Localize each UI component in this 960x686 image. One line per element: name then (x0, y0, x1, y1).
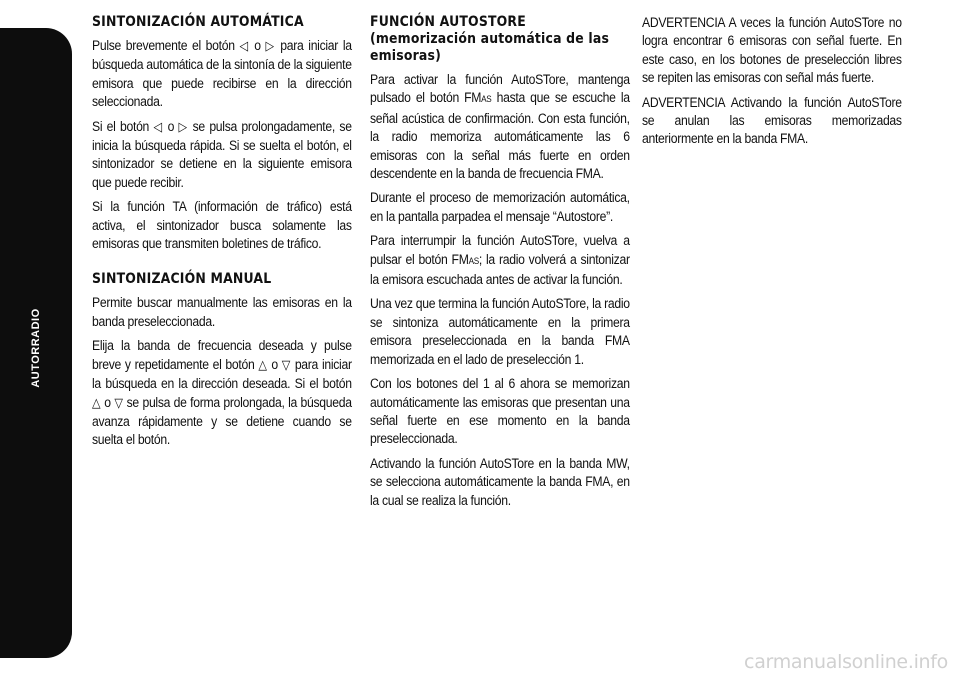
paragraph-autostore-mw: Activando la función AutoSTore en la banda MW, se selecciona automáticamente la banda FMA, en la cual se realiza la función. (370, 455, 630, 509)
heading-autostore: FUNCIÓN AUTOSTORE (memorización automática de las emisoras) (370, 14, 610, 64)
paragraph-long-press: Si el botón ◁ o ▷ se pulsa prolongadamente, se inicia la búsqueda rápida. Si se suelta el botón, el sintonizador se detiene en la siguiente emisora que puede recibir. (92, 118, 352, 191)
page-number: 270 (20, 664, 52, 685)
column-1 (92, 14, 352, 456)
heading-manual-tuning: SINTONIZACIÓN MANUAL (92, 271, 272, 288)
up-arrow-icon: △ (258, 357, 268, 373)
section-label: AUTORRADIO (30, 308, 42, 388)
paragraph-short-press: Pulse brevemente el botón ◁ o ▷ para iniciar la búsqueda automática de la sintonía de la siguiente emisora que puede recibirse en la dirección seleccionada. (92, 38, 352, 111)
warning-1: ADVERTENCIA A veces la función AutoSTore no logra encontrar 6 emisoras con señal fuerte. En este caso, en los botones de preselección libres se repiten las emisoras con señal más fuerte. (642, 15, 902, 87)
left-arrow-icon: ◁ (239, 39, 250, 54)
paragraph-autostore-activate: Para activar la función AutoSTore, mantenga pulsado el botón FMAS hasta que se escuche la señal acústica de confirmación. Con esta función, la radio memoriza automáticamente las 6 emisoras con la señal más fuerte en orden descendente en la banda de frecuencia FMA. (370, 72, 630, 183)
paragraph-autostore-presets: Con los botones del 1 al 6 ahora se memorizan automáticamente las emisoras que presentan una señal fuerte en ese momento en la banda preseleccionada. (370, 376, 630, 448)
warning-2: ADVERTENCIA Activando la función AutoSTore se anulan las emisoras memorizadas anteriormente en la banda FMA. (642, 94, 902, 148)
paragraph-autostore-display: Durante el proceso de memorización automática, en la pantalla parpadea el mensaje “Autostore”. (370, 190, 630, 225)
column-3 (642, 14, 902, 155)
down-arrow-icon: ▽ (281, 357, 291, 373)
column-2 (370, 14, 630, 516)
right-arrow-icon: ▷ (265, 39, 276, 54)
paragraph-manual-intro: Permite buscar manualmente las emisoras en la banda preseleccionada. (92, 295, 352, 330)
watermark: carmanualsonline.info (744, 651, 948, 673)
paragraph-ta: Si la función TA (información de tráfico) está activa, el sintonizador busca solamente las emisoras que transmiten boletines de tráfico. (92, 199, 352, 253)
left-arrow-icon: ◁ (153, 119, 164, 135)
section-tab (0, 28, 72, 685)
paragraph-autostore-interrupt: Para interrumpir la función AutoSTore, vuelva a pulsar el botón FMAS; la radio volverá a sintonizar la emisora escuchada antes de activar la función. (370, 233, 630, 289)
down-arrow-icon: ▽ (114, 395, 124, 411)
right-arrow-icon: ▷ (178, 119, 189, 135)
heading-automatic-tuning: SINTONIZACIÓN AUTOMÁTICA (92, 14, 304, 30)
up-arrow-icon: △ (92, 395, 101, 411)
paragraph-autostore-end: Una vez que termina la función AutoSTore, la radio se sintoniza automáticamente en la primera emisora preseleccionada en la banda FMA memorizada en el lado de preselección 1. (370, 296, 630, 368)
paragraph-manual-steps: Elija la banda de frecuencia deseada y pulse breve y repetidamente el botón △ o ▽ para iniciar la búsqueda en la dirección deseada. Si el botón △ o ▽ se pulsa de forma prolongada, la búsqueda avanza rápidamente y se detiene cuando se suelta el botón. (92, 338, 352, 449)
